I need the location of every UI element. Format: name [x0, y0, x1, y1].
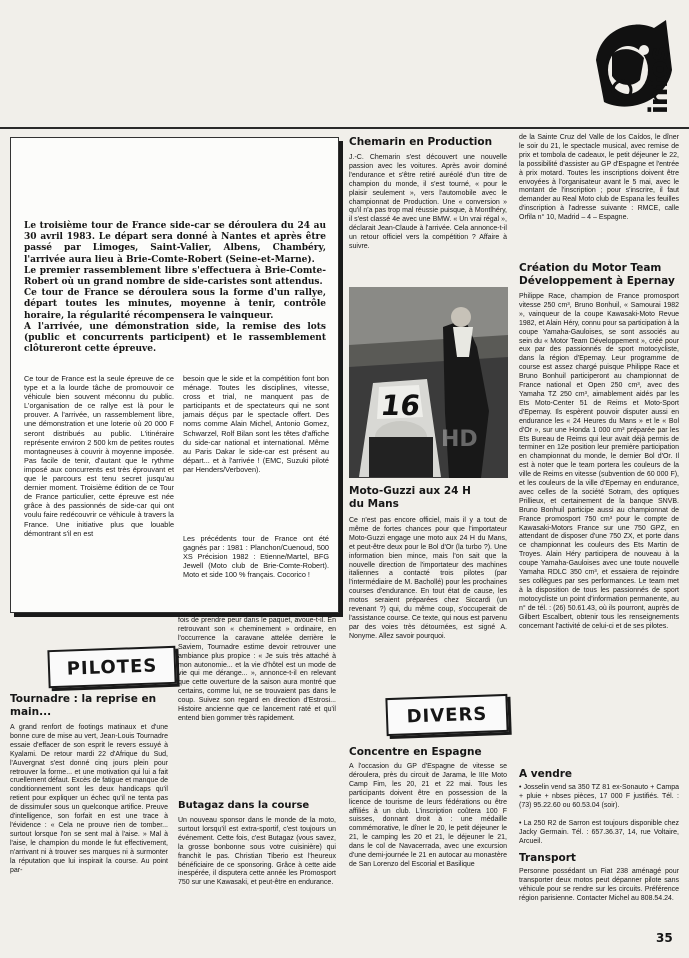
pilotes-body2: fois de prendre peur dans le paquet, avoue-t-il. En retrouvant son « cheminement » ordinaire, en l'occurrence la caravane attelée derrière le Saviem, Tournadre estime devoir retrouver une ambiance plus propice : « Je suis très attaché à mon autonomie... et la vie d'hôtel est un mode de vie qui me dérange... », annonce-t-il en relevant que cette ouverture de la saison aura montré que certains, comme lui, ne se trouvaient pas dans le coup. Suivez son regard en direction d'Estrosi... Histoire ancienne que ce lancement raté et qu'il entend bien gommer très rapidement.	[178, 617, 336, 722]
motorcycle-racer-photo	[349, 287, 508, 478]
race-number: 16	[378, 389, 423, 422]
vendre-title: A vendre	[519, 768, 573, 780]
espagne-body-cont: de la Sainte Cruz del Valle de los Caídos, le dîner le soir du 21, le spectacle musical, avec remise de prix et tombola de cadeaux, le petit déjeuner le 22, la possibilité d'assister au GP d'Espagne et l'entrée à prix motard. Toutes les inscriptions doivent être envoyées à l'organisateur avant le 5 mai, avec le montant de l'inscription ; pour s'inscrire, il faut demander au Real Moto club de Espana les feuilles d'inscription à l'adresse suivante : RMCE, calle Orfila n° 10, Madrid – 4 – Espagne.	[519, 134, 679, 222]
intro-col1: Ce tour de France est la seule épreuve de ce type et a la lourde tâche de promouvoir ce véhicule bien souvent méconnu du public. L'organisation de ce rallye est là pour le prouver. A l'arrivée, un rassemblement libre, une démonstration et une loterie où 20 000 F seront distribués au public. L'itinéraire représente environ 2 500 km de petites routes montagneuses à couvrir à moyenne imposée. Pas facile de tenir, d'autant que le rythme imposé aux concurrents est très éprouvant et que le parcours est tenu secret jusqu'au dernier moment. Troisième édition de ce Tour de France particulier, cette épreuve est née grâce à des passionnés de side-car qui ont voulu faire redécouvrir ce véhicule à travers la France. Une initiative plus que louable démontrant s'il en est	[24, 374, 174, 538]
intro-box	[10, 137, 339, 613]
header-rule	[0, 127, 689, 129]
chemarin-body: J.-C. Chemarin s'est découvert une nouvelle passion avec les voitures. Après avoir dominé l'endurance et s'être retiré auréolé d'un titre de champion du monde, il s'est tourné, « pour le plaisir seulement », vers l'automobile avec le championnat de Production. Une « conversion » qu'il n'a pas trop mal réussie puisque, à Montlhéry, il s'est classé 4e avec une BMW. « Un vrai régal », déclarait Jean-Claude à l'arrivée. Cela annonce-t-il un retour officiel vers la compétition ? Affaire à suivre.	[349, 154, 507, 251]
chemarin-title: Chemarin en Production	[349, 136, 493, 148]
intro-lead-4: A l'arrivée, une démonstration side, la remise des lots (public et concurrents participent) et le rassemblement clôtureront cette épreuve.	[24, 321, 326, 355]
photo-watermark: HD	[441, 427, 478, 452]
guzzi-title: Moto-Guzzi aux 24 H du Mans	[349, 485, 471, 510]
infos-logo	[592, 10, 678, 118]
intro-col2b: Les précédents tour de France ont été gagnés par : 1981 : Planchon/Cuenoud, 500 XS Précision 1982 : Etienne/Martel, BFG Jewell (Moto club de Brie-Comte-Robert). Moto et side 100 % français. Cocorico !	[183, 534, 329, 580]
motor-team-title: Création du Motor Team Développement à Epernay	[519, 262, 675, 287]
intro-lead	[24, 221, 326, 355]
race-photo	[349, 287, 508, 478]
pilotes-banner	[47, 646, 176, 688]
intro-lead-1: Le troisième tour de France side-car se déroulera du 24 au 30 avril 1983. Le départ sera donné à Nantes et après être passé par Limoges, Saint-Valier, Albens, Chambéry, l'arrivée aura lieu à Brie-Comte-Robert (Seine-et-Marne).	[24, 221, 326, 265]
divers-banner-label: DIVERS	[406, 703, 488, 727]
intro-col2a: besoin que le side et la compétition font bon ménage. Toutes les disciplines, vitesse, cross et trial, ne manquent pas de participants et de spectateurs qui ne sont jamais déçus par le spectacle offert. Des noms comme Alain Michel, Antonio Gomez, Schwarzel, Rolf Bilan sont les têtes d'affiche du side-car national et international. Même au Paris Dakar le side-car est présent au départ... et à l'arrivée ! (EMC, Suzuki piloté par Henders/Verboven).	[183, 374, 329, 474]
transport-body: Personne possédant un Fiat 238 aménagé pour transporter deux motos peut dépanner pilote sans véhicule pour se rendre sur les circuits. Préférence région parisienne. Contacter Michel au 808.54.24.	[519, 868, 679, 902]
pilotes-banner-label: PILOTES	[66, 654, 158, 680]
vendre-item-2: • La 250 R2 de Sarron est toujours disponible chez Jacky Germain. Tél. : 657.36.37, 14, rue Voltaire, Arcueil.	[519, 820, 679, 845]
pilotes-title: Tournadre : la reprise en main...	[10, 693, 157, 718]
pilotes-body1: A grand renfort de footings matinaux et d'une bonne cure de mise au vert, Jean-Louis Tournadre essaie d'effacer de son esprit le revers essuyé à Kyalami. De retour mardi 22 d'Afrique du Sud, l'Auvergnat s'est donné cinq jours plein pour retrouver la forme... et une motivation qui lui a fait cruellement défaut. Excès de fatigue et manque de conditionnement sont les deux handicaps qu'il retient pour expliquer un échec qu'il ne tenta pas de dissimuler sous un quelconque artifice. Preuve d'intelligence, son forfait en est une trace à l'évidence : « Cela ne prouve rien de tomber... surtout lorsque l'on se sent mal à l'aise. » Mal à l'aise, le champion du monde le fut effectivement, n'arrivant ni à trouver ses marques ni à surmonter la réputation que lui inspirait la course. Au point par-	[10, 724, 168, 874]
logo-word: infos	[644, 46, 674, 114]
transport-title: Transport	[519, 852, 576, 864]
page-number: 35	[656, 931, 673, 945]
intro-lead-2: Le premier rassemblement libre s'effectuera à Brie-Comte-Robert où un grand nombre de side-caristes sont attendus.	[24, 265, 326, 288]
motor-team-body: Philippe Race, champion de France promosport vitesse 250 cm³, Bruno Bonhuil, « Samourai 1982 », vainqueur de la coupe Kawasaki-Moto Revue 1982, et Alain Héry, connu pour sa participation à la coupe Yamaha-Gauloises, se sont associés au sein du « Motor Team Développement », créé pour eux par des passionnés de sport motocycliste, dans la région d'Epernay. Leur programme de course est assez chargé puisque Philippe Race et Bruno Bonhuil participeront au championnat de France national et Open 250 cm³, avec des Yamaha TZ 250 cm³, aimablement aidés par les Ets Moto-Center 51 de Reims et Moto-Sport d'Epernay. Ils espèrent pouvoir disputer aussi en endurance les « 24 Heures du Mans » et le « Bol d'Or », sur une Honda 1 000 cm³ préparée par les Ets Bureau de Reims qui leur avait déjà permis de terminer en 12e position leur première participation en championnat du monde, le dernier Bol d'Or. Il est à noter que le team portera les couleurs de la ville de Reims en vitesse (subvention de 60 000 F), et les couleurs de la ville d'Epernay en endurance, avec celles de la société Sotram, des optiques Prillieux, et certainement de la banque SNVB. Bruno Bonhuil participe aussi au championnat de France promosport 750 cm³ pour le compte de Kawasaki-Motors France sur une 750 GPZ, en attendant de disposer d'une 750 ZX, et porte dans ce championnat les couleurs des Ets Martin de Troyes. Alain Héry participera de nouveau à la coupe Yamaha-Gauloises avec une toute nouvelle Yamaha RDLC 350 cm³, et essaiera de rejoindre ses collègues par ses performances. Le team met à la disposition de tous les passionnés de sport motocycliste un point d'information permanente, au n° de tél. : (26) 50.61.43, où ils pourront, auprès de Gilbert Escalbert, obtenir tous les renseignements concernant l'activité de celui-ci et de ses pilotes.	[519, 293, 679, 630]
divers-banner	[385, 694, 508, 736]
espagne-title: Concentre en Espagne	[349, 746, 482, 758]
vendre-item-1: • Josselin vend sa 350 TZ 81 ex-Sonauto + Campa + pluie + nbses pièces, 17 000 F justifiés. Tél. : (73) 95.22.60 ou 60.53.04 (soir).	[519, 784, 679, 809]
butagaz-body: Un nouveau sponsor dans le monde de la moto, surtout lorsqu'il est extra-sportif, c'est toujours un événement. Cette fois, c'est Butagaz (vous savez, la grosse bonbonne sous votre cuisinière) qui franchit le pas. Christian Tiberio est l'heureux bénéficiaire de ce sponsoring. Grâce à cette aide inespérée, il disputera cette année les Promosport 750 sur une Kawasaki, et peut-être en endurance.	[178, 817, 336, 887]
intro-lead-3: Ce tour de France se déroulera sous la forme d'un rallye, départ toutes les minutes, moyenne à tenir, contrôle horaire, la régularité récompensera le vainqueur.	[24, 288, 326, 321]
espagne-body: A l'occasion du GP d'Espagne de vitesse se déroulera, près du circuit de Jarama, le IIIe Moto Camp Fim, les 20, 21 et 22 mai. Tous les participants doivent être en possession de la licence de tourisme de leurs fédérations ou être affiliés à un club. L'inscription coûtera 100 F suisses, donnant droit à : une médaille commémorative, le dîner le 20, le petit déjeuner le 21, le camping les 20 et 21, le déjeuner le 21, dans le col de Navacerrada, avec une excursion d'une demi-journée le 21 en autocar au monastère de San Lorenzo del Escorial et Basilique	[349, 763, 507, 868]
guzzi-body: Ce n'est pas encore officiel, mais il y a tout de même de fortes chances pour que l'importateur Moto-Guzzi engage une moto aux 24 H du Mans, et peut-être deux pour le Bol d'Or (la turbo ?). Une information bien mince, mais l'on sait que la nouvelle direction de l'importateur des machines italiennes a contacté trois pilotes (par l'intermédiaire de M. Bachollé) pour les prochaines courses d'endurance. En tout état de cause, les motos seraient préparées chez Siccardi (un revenant ?) qui, du même coup, s'occuperait de l'assistance course. Ce texte, qui nous est parvenu par des voies très détournées, est signé A. Nonyme. Allez savoir pourquoi.	[349, 517, 507, 640]
butagaz-title: Butagaz dans la course	[178, 800, 310, 811]
